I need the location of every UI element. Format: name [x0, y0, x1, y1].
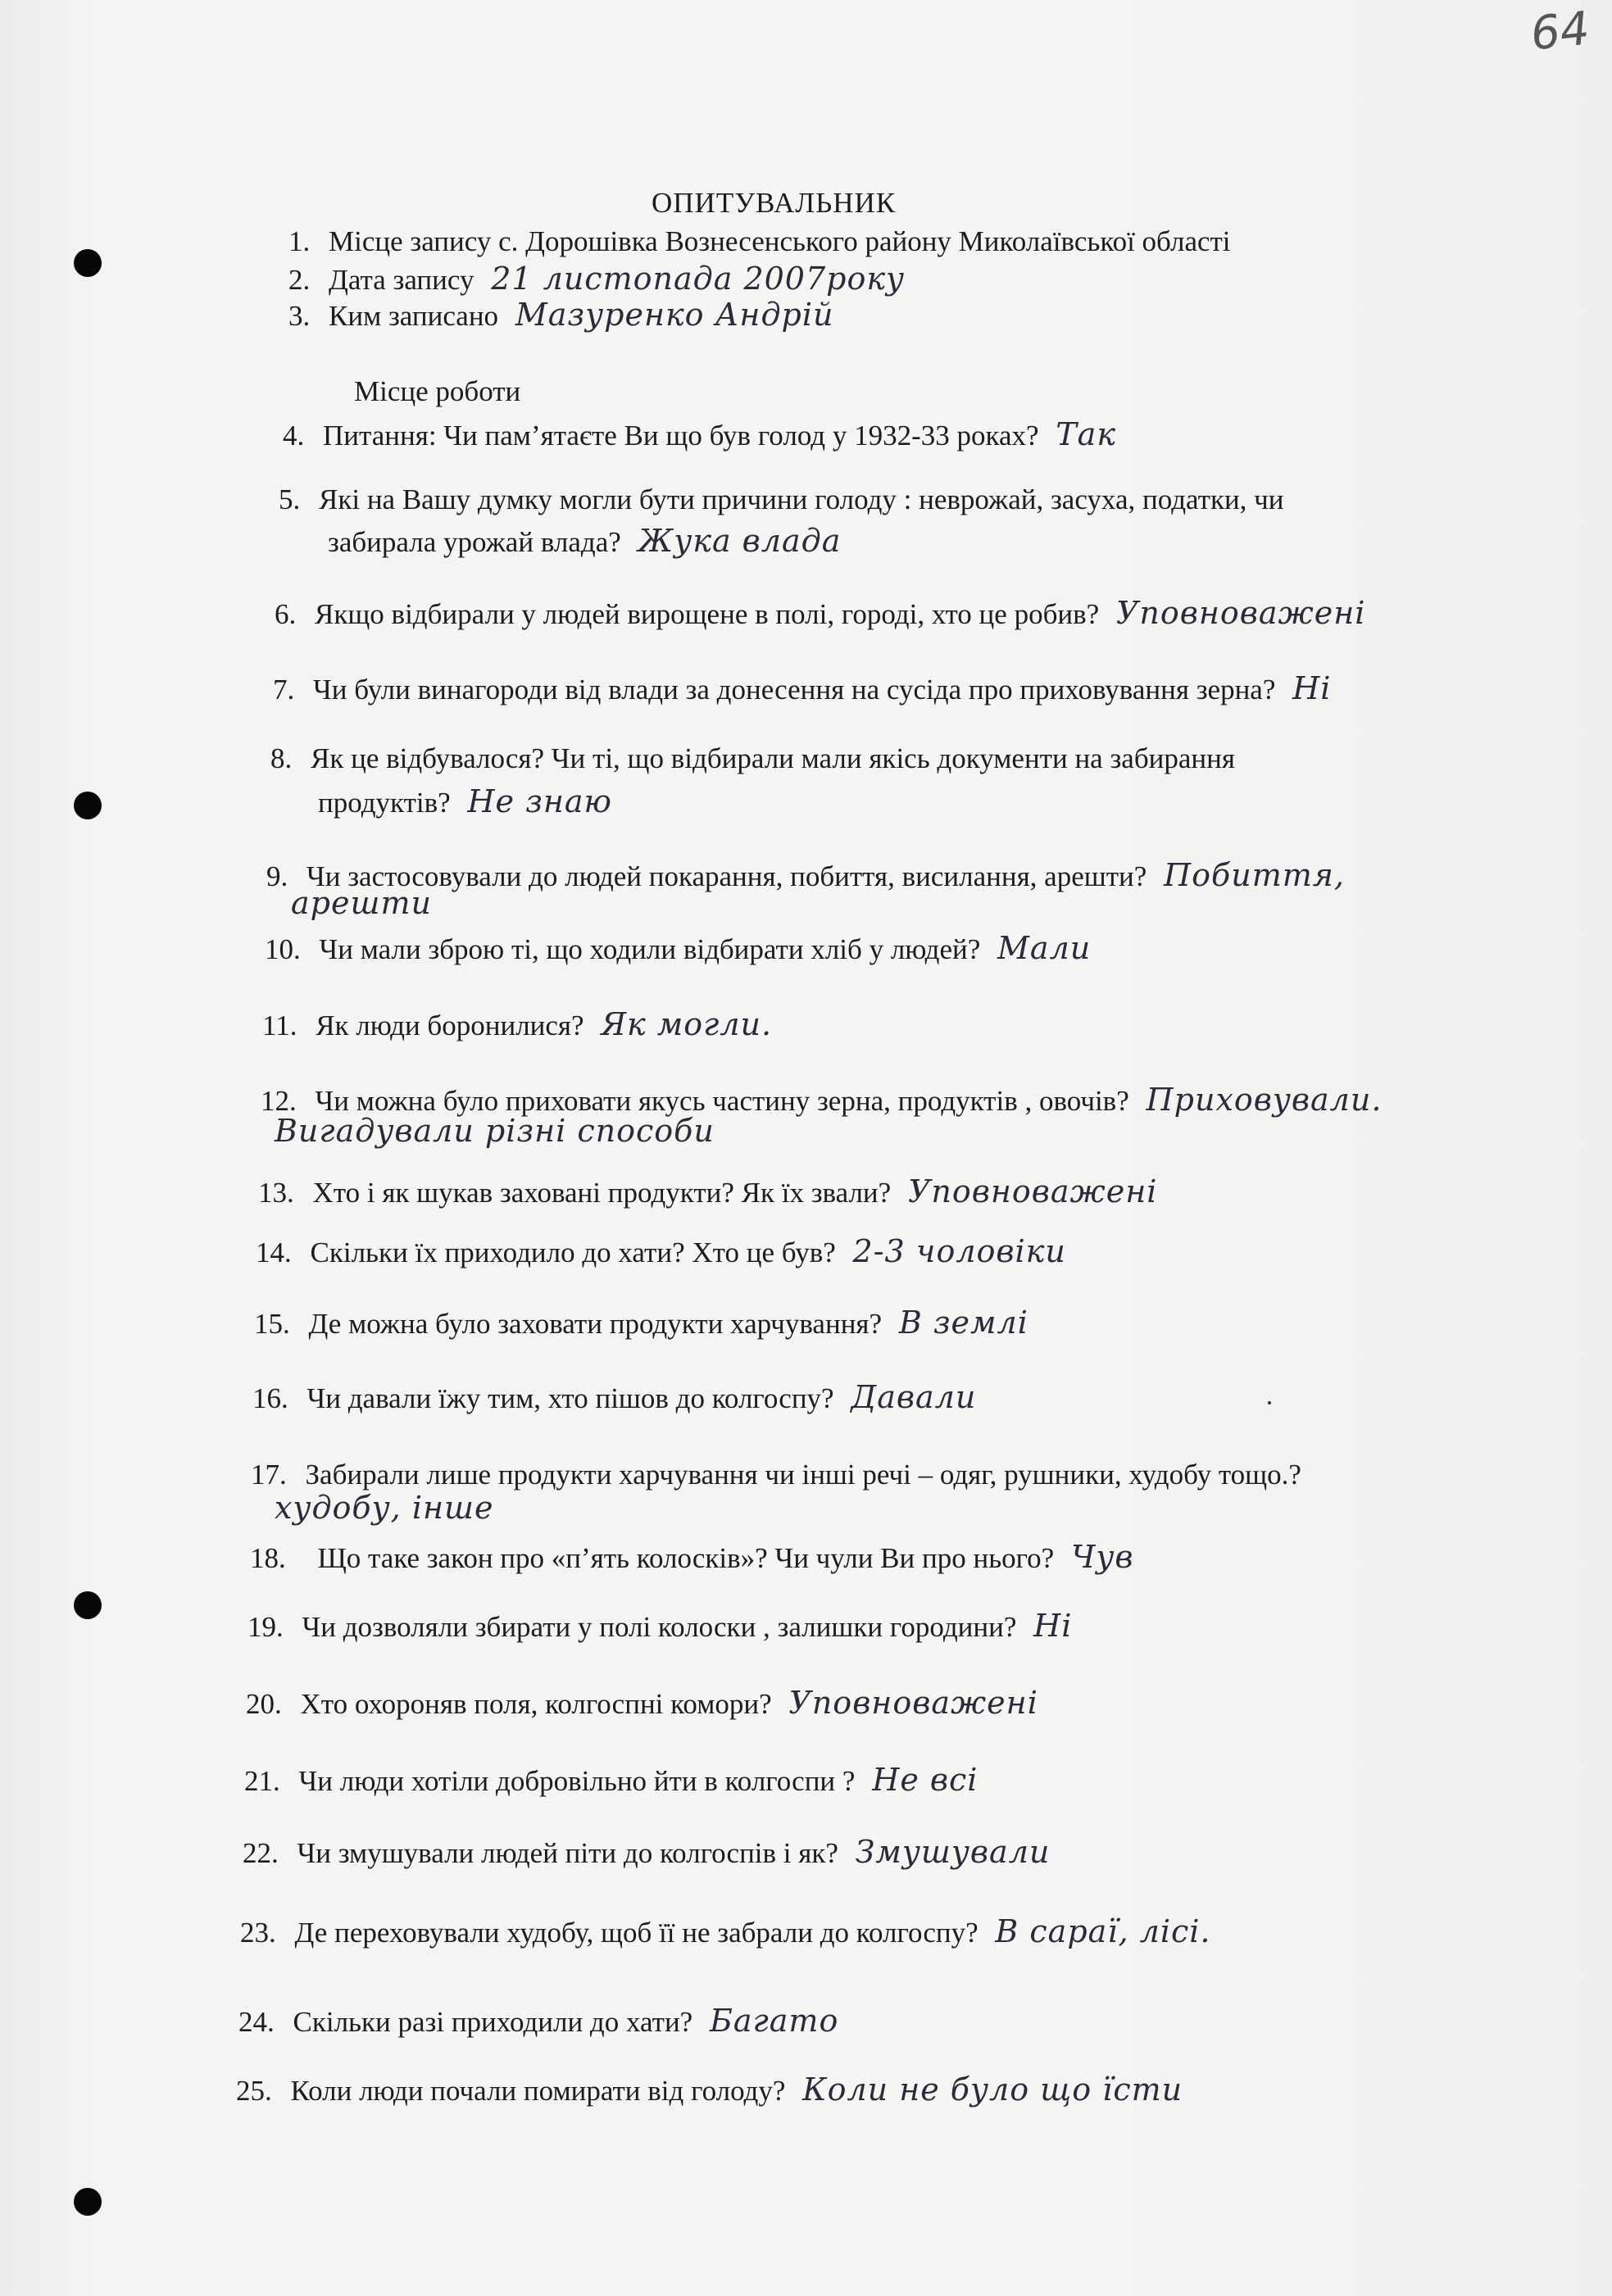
question-12: 12. Чи можна було приховати якусь частину зерна, продуктів , овочів? Приховували. [261, 1082, 1383, 1118]
question-8: 8. Як це відбувалося? Чи ті, що відбирали мали якісь документи на забирання [270, 742, 1235, 774]
question-15: 15. Де можна було заховати продукти харчування? В землі [254, 1305, 1029, 1341]
question-8-cont: продуктів? Не знаю [318, 783, 612, 819]
question-11: 11. Як люди боронилися? Як могли. [262, 1006, 773, 1042]
handwritten-answer: Так [1056, 416, 1117, 452]
question-4: 4. Питання: Чи пам’ятаєте Ви що був голод у 1932-33 роках? Так [283, 416, 1117, 452]
question-25: 25. Коли люди почали помирати від голоду? Коли не було що їсти [236, 2071, 1183, 2108]
question-21: 21. Чи люди хотіли добровільно йти в колгоспи ? Не всі [244, 1762, 979, 1798]
question-5: 5. Які на Вашу думку могли бути причини голоду : неврожай, засуха, податки, чи [279, 483, 1284, 515]
handwritten-answer: Чув [1070, 1539, 1134, 1575]
handwritten-answer: Змушували [855, 1834, 1051, 1870]
header-item-date: 2. Дата запису 21 листопада 2007року [288, 261, 906, 297]
handwritten-answer: Не всі [872, 1762, 979, 1798]
handwritten-answer: Багато [709, 2003, 839, 2039]
page-number: 64 [1528, 2, 1592, 61]
question-20: 20. Хто охороняв поля, колгоспні комори? Уповноважені [246, 1685, 1038, 1721]
document-title: ОПИТУВАЛЬНИК [652, 187, 897, 219]
question-19: 19. Чи дозволяли збирати у полі колоски , залишки городини? Ні [247, 1608, 1073, 1644]
handwritten-answer: Ні [1033, 1608, 1073, 1644]
handwritten-answer: арешти [291, 885, 432, 921]
handwritten-answer: Приховували. [1146, 1082, 1383, 1118]
handwritten-answer: Не знаю [467, 783, 612, 819]
punch-hole [74, 2188, 102, 2216]
punch-hole [74, 792, 102, 819]
handwritten-answer: В землі [898, 1305, 1029, 1341]
punch-hole [74, 1591, 102, 1619]
handwritten-answer: Давали [851, 1379, 977, 1415]
handwritten-answer: Уповноважені [788, 1685, 1038, 1721]
handwritten-answer: Уповноважені [1115, 595, 1366, 631]
paper-speck [1268, 1401, 1271, 1404]
question-17: 17. Забирали лише продукти харчування чи інші речі – одяг, рушники, худобу тощо.? [251, 1459, 1301, 1491]
question-13: 13. Хто і як шукав заховані продукти? Як їх звали? Уповноважені [258, 1173, 1158, 1209]
handwritten-answer: Ні [1292, 670, 1332, 706]
question-16: 16. Чи давали їжу тим, хто пішов до колгоспу? Давали [252, 1379, 977, 1415]
question-5-cont: забирала урожай влада? Жука влада [328, 523, 842, 559]
handwritten-answer: В сараї, лісі. [995, 1913, 1211, 1949]
handwritten-answer: Коли не було що їсти [802, 2071, 1183, 2108]
handwritten-answer: 21 листопада 2007року [491, 261, 906, 297]
header-item-place: 1. Місце запису с. Дорошівка Вознесенського району Миколаївської області [288, 225, 1231, 257]
header-item-recorder: 3. Ким записано Мазуренко Андрій [288, 297, 834, 333]
handwritten-answer: Вигадували різні способи [275, 1113, 715, 1149]
question-9: 9. Чи застосовували до людей покарання, побиття, висилання, арешти? Побиття, [266, 857, 1346, 893]
question-18: 18. Що таке закон про «п’ять колосків»? Чи чули Ви про нього? Чув [250, 1539, 1134, 1575]
question-22: 22. Чи змушували людей піти до колгоспів і як? Змушували [243, 1834, 1051, 1870]
question-10: 10. Чи мали зброю ті, що ходили відбирати хліб у людей? Мали [265, 930, 1092, 966]
question-6: 6. Якщо відбирали у людей вирощене в полі, городі, хто це робив? Уповноважені [275, 595, 1366, 631]
workplace-label: Місце роботи [354, 375, 521, 407]
question-7: 7. Чи були винагороди від влади за донесення на сусіда про приховування зерна? Ні [273, 670, 1332, 706]
handwritten-answer: 2-3 чоловіки [852, 1233, 1066, 1269]
handwritten-answer: Побиття, [1164, 857, 1346, 893]
handwritten-answer: Мазуренко Андрій [515, 297, 834, 333]
question-23: 23. Де переховували худобу, щоб її не забрали до колгоспу? В сараї, лісі. [240, 1913, 1211, 1949]
punch-hole [74, 249, 102, 277]
handwritten-answer: Жука влада [638, 523, 842, 559]
handwritten-answer: худобу, інше [275, 1490, 494, 1526]
question-14: 14. Скільки їх приходило до хати? Хто це був? 2-3 чоловіки [256, 1233, 1066, 1269]
question-24: 24. Скільки разі приходили до хати? Багато [238, 2003, 839, 2039]
handwritten-answer: Мали [997, 930, 1092, 966]
handwritten-answer: Уповноважені [907, 1173, 1158, 1209]
handwritten-answer: Як могли. [601, 1006, 773, 1042]
